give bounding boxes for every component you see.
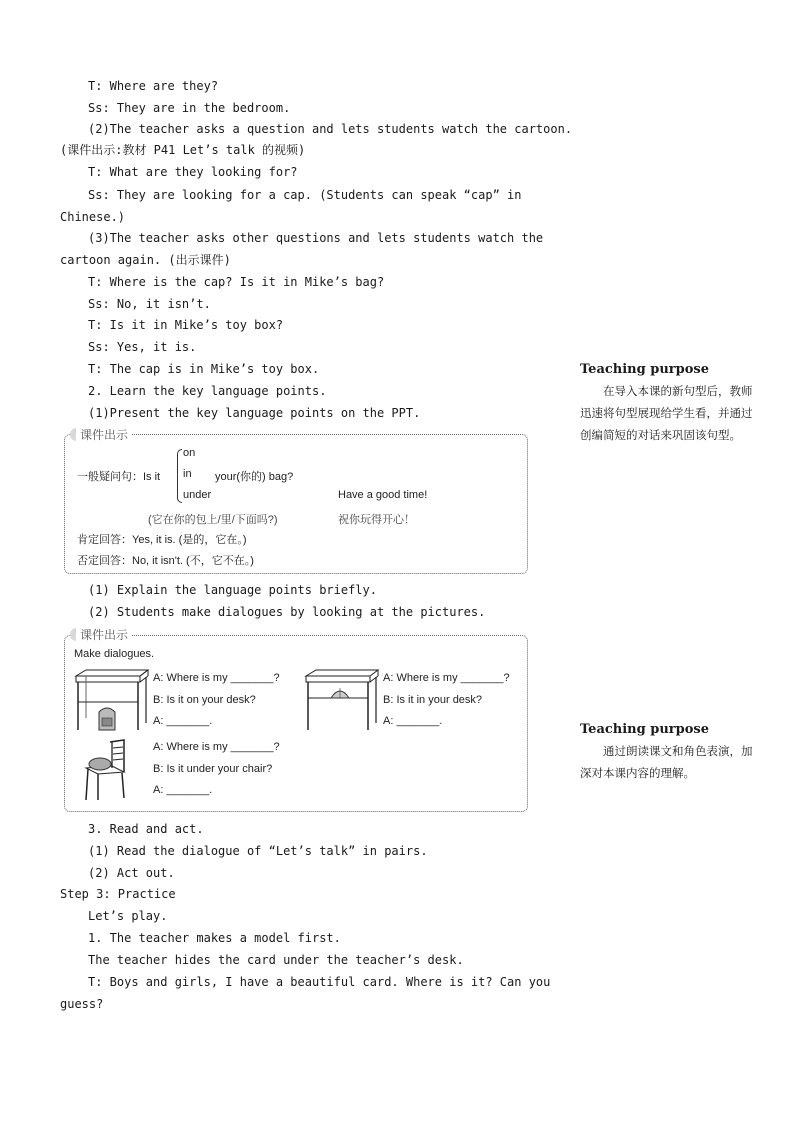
greeting-translation: 祝你玩得开心！ (338, 514, 415, 526)
question-translation: (它在你的包上/里/下面吗?) (148, 514, 278, 526)
text-line: T: The cap is in Mike’s toy box. (88, 362, 320, 376)
text-line: (2) Students make dialogues by looking at the pictures. (88, 605, 486, 619)
box-title: 课件出示 (76, 426, 132, 443)
dialogue-3-b: B: Is it under your chair? (153, 763, 273, 775)
text-line: T: What are they looking for? (88, 165, 298, 179)
text-line: cartoon again. (出示课件) (60, 253, 231, 267)
dialogue-2-b: B: Is it in your desk? (383, 694, 483, 706)
text-line: T: Is it in Mike’s toy box? (88, 318, 284, 332)
text-line: T: Where is the cap? Is it in Mike’s bag? (88, 275, 385, 289)
text-line: The teacher hides the card under the teacher’s desk. (88, 953, 464, 967)
text-line: (课件出示:教材 P41 Let’s talk 的视频) (60, 143, 306, 157)
text-line: (3)The teacher asks other questions and lets students watch the (88, 231, 544, 245)
text-line: (2) Act out. (88, 866, 175, 880)
text-line: Step 3: Practice (60, 887, 176, 901)
teaching-purpose-title: Teaching purpose (580, 722, 709, 737)
option-on: on (183, 447, 196, 459)
teaching-purpose-text: 在导入本课的新句型后，教师迅速将句型展现给学生看，并通过创编简短的对话来巩固该句型。 (580, 384, 753, 442)
dialogue-3-a: A: Where is my _______? (153, 741, 280, 753)
greeting: Have a good time! (338, 489, 428, 501)
text-line: Ss: Yes, it is. (88, 340, 197, 354)
chair-icon (80, 738, 132, 802)
dialogue-1-b: B: Is it on your desk? (153, 694, 256, 706)
brace-icon (177, 449, 182, 503)
text-line: 3. Read and act. (88, 822, 204, 836)
option-under: under (183, 489, 212, 501)
box-title: 课件出示 (76, 626, 132, 643)
text-line: Let’s play. (88, 909, 168, 923)
option-in: in (183, 468, 192, 480)
desk-bag-icon (72, 668, 152, 732)
yes-answer: 肯定回答：Yes, it is. (是的，它在。) (77, 534, 247, 546)
dialogue-1-a: A: Where is my _______? (153, 672, 280, 684)
dialogue-3-c: A: _______. (153, 784, 213, 796)
desk-cap-icon (302, 668, 382, 732)
text-line: T: Boys and girls, I have a beautiful card. Where is it? Can you (88, 975, 551, 989)
text-line: Ss: They are in the bedroom. (88, 101, 291, 115)
text-line: Ss: They are looking for a cap. (Students can speak “cap” in (88, 188, 522, 202)
text-line: (1) Explain the language points briefly. (88, 583, 377, 597)
text-line: (1) Read the dialogue of “Let’s talk” in pairs. (88, 844, 428, 858)
text-line: guess? (60, 997, 104, 1011)
text-line: Ss: No, it isn’t. (88, 297, 211, 311)
text-line: 2. Learn the key language points. (88, 384, 327, 398)
no-answer: 否定回答：No, it isn't. (不，它不在。) (77, 555, 254, 567)
teaching-purpose-title: Teaching purpose (580, 362, 709, 377)
question-tail: your(你的) bag? (215, 471, 294, 483)
dialogue-1-c: A: _______. (153, 715, 213, 727)
text-line: 1. The teacher makes a model first. (88, 931, 341, 945)
dialogues-heading: Make dialogues. (74, 648, 155, 660)
dialogue-2-c: A: _______. (383, 715, 443, 727)
text-line: (1)Present the key language points on the PPT. (88, 406, 421, 420)
dialogue-2-a: A: Where is my _______? (383, 672, 510, 684)
question-label: 一般疑问句：Is it (77, 471, 161, 483)
text-line: Chinese.) (60, 210, 126, 224)
text-line: (2)The teacher asks a question and lets students watch the cartoon. (88, 122, 573, 136)
text-line: T: Where are they? (88, 79, 219, 93)
teaching-purpose-text: 通过朗读课文和角色表演，加深对本课内容的理解。 (580, 744, 753, 780)
